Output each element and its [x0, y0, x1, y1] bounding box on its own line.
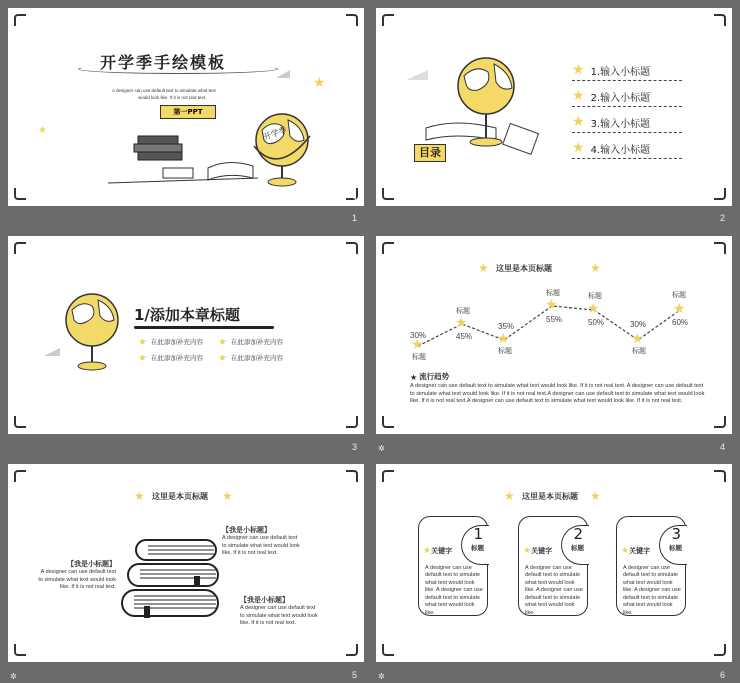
point-star-icon: ★: [411, 337, 424, 353]
corner-ornament: [346, 470, 358, 482]
globe-illustration: [248, 106, 318, 191]
block-text: A designer can use default text to simulate what text would look like. If it is not real text.: [222, 535, 300, 557]
point-value: 35%: [498, 322, 515, 331]
star-icon: ★: [572, 140, 585, 156]
text-block-2: [38, 560, 116, 592]
card-number: 3: [671, 525, 681, 543]
info-card-3: [616, 516, 686, 616]
star-icon: ★: [134, 489, 145, 503]
point-star-icon: ★: [455, 315, 468, 331]
star-icon: ★: [621, 546, 630, 557]
slide-number-1: 1: [352, 213, 358, 223]
corner-ornament: [714, 470, 726, 482]
subtitle-line-1: A designer can use default text to simulate what text: [112, 88, 216, 93]
star-icon: ★: [478, 261, 489, 275]
slide-number-6: 6: [720, 670, 726, 680]
body-text: A designer can use default text to simulate what text would look like. If it is not real text. A designer can use default text to simulate what text would look like. If it is not real text.A designer can use default text to simulate what text would look like. If it is not real text.A designer can use default text to simulate what text would look like. If it is not real text.: [410, 383, 705, 405]
transition-icon[interactable]: ✲: [378, 444, 385, 453]
corner-ornament: [382, 644, 394, 656]
page-title: 这里是本页标题: [522, 492, 578, 501]
info-card-2: [518, 516, 588, 616]
chapter-underline: [134, 326, 274, 329]
toc-underline: [572, 80, 682, 81]
toc-underline: [572, 106, 682, 107]
point-value: 45%: [456, 332, 473, 341]
bullet-text: 在此添加补充内容: [150, 338, 203, 346]
corner-ornament: [346, 644, 358, 656]
corner-ornament: [14, 644, 26, 656]
slide-number-5: 5: [352, 670, 358, 680]
corner-ornament: [346, 416, 358, 428]
star-icon: ★: [218, 353, 227, 364]
chapter-title: 1/添加本章标题: [134, 306, 240, 324]
block-heading: 【我是小标题】: [67, 561, 116, 568]
corner-ornament: [382, 470, 394, 482]
star-icon: ★: [423, 546, 432, 557]
star-icon: ★: [138, 353, 147, 364]
star-icon: ★: [313, 75, 326, 91]
paper-plane-icon: [276, 70, 290, 78]
toc-underline: [572, 132, 682, 133]
point-label: 标题: [456, 308, 470, 315]
text-block-1: [222, 526, 302, 558]
point-label: 标题: [412, 354, 426, 361]
toc-item-1[interactable]: [572, 62, 650, 78]
card-keyword: 关键字: [531, 548, 553, 555]
bullet-text: 在此添加补充内容: [230, 338, 283, 346]
slide-5[interactable]: [8, 464, 364, 662]
toc-item-label: 2.输入小标题: [590, 92, 651, 104]
page-title: 这里是本页标题: [496, 264, 552, 273]
point-label: 标题: [498, 348, 512, 355]
point-value: 50%: [588, 318, 605, 327]
page-title: 这里是本页标题: [152, 492, 208, 501]
card-keyword: 关键字: [629, 548, 651, 555]
corner-ornament: [14, 242, 26, 254]
section-heading: [410, 372, 449, 382]
block-text: A designer can use default text to simulate what text would look like. If it is not real text.: [240, 605, 318, 627]
block-heading: 【我是小标题】: [222, 527, 271, 534]
card-keyword-row: [621, 547, 650, 556]
point-value: 60%: [672, 318, 689, 327]
paper-plane-icon: [44, 348, 60, 356]
corner-ornament: [14, 188, 26, 200]
star-icon: ★: [410, 372, 418, 382]
card-keyword-row: [523, 547, 552, 556]
point-star-icon: ★: [587, 301, 600, 317]
star-icon: ★: [572, 114, 585, 130]
corner-ornament: [382, 14, 394, 26]
globe-label: 开学季: [262, 125, 288, 142]
slide-4[interactable]: [376, 236, 732, 434]
star-icon: ★: [218, 337, 227, 348]
star-icon: ★: [523, 546, 532, 557]
card-text: A designer can use default text to simulate what text would look like. A designer can use default text to simulate what text would look like.: [425, 565, 483, 615]
corner-ornament: [714, 14, 726, 26]
bullet-item-1: [138, 338, 203, 348]
toc-item-4[interactable]: [572, 140, 650, 156]
point-star-icon: ★: [545, 297, 558, 313]
bullet-text: 在此添加补充内容: [150, 354, 203, 362]
corner-ornament: [382, 188, 394, 200]
star-icon: ★: [572, 88, 585, 104]
globe-illustration: [58, 286, 128, 376]
slide-number-2: 2: [720, 213, 726, 223]
section-label: 流行趋势: [419, 372, 450, 381]
star-icon: ★: [572, 62, 585, 78]
slide-2[interactable]: [376, 8, 732, 206]
corner-ornament: [14, 470, 26, 482]
star-icon: ★: [590, 261, 601, 275]
slide-number: 1: [353, 196, 359, 206]
star-icon: ★: [138, 337, 147, 348]
slide-title: 开学季手绘模板: [100, 53, 227, 72]
toc-item-label: 3.输入小标题: [590, 118, 651, 130]
point-label: 标题: [588, 293, 602, 300]
slide-number-3: 3: [352, 442, 358, 452]
point-star-icon: ★: [497, 331, 510, 347]
block-heading: 【我是小标题】: [240, 597, 289, 604]
point-label: 标题: [632, 348, 646, 355]
star-icon: ★: [504, 489, 515, 503]
block-text: A designer can use default text to simulate what text would look like. If it is not real text.: [38, 569, 116, 591]
point-star-icon: ★: [673, 301, 686, 317]
card-tag: 标题: [669, 545, 682, 552]
bullet-item-4: [218, 354, 283, 364]
slide-6[interactable]: [376, 464, 732, 662]
star-icon: ★: [222, 489, 233, 503]
text-block-3: [240, 596, 320, 628]
toc-item-label: 4.输入小标题: [590, 144, 651, 156]
info-card-1: [418, 516, 488, 616]
card-number: 1: [473, 525, 483, 543]
corner-ornament: [346, 242, 358, 254]
slide-number-4: 4: [720, 442, 726, 452]
slide-1[interactable]: [8, 8, 364, 206]
card-tag: 标题: [571, 545, 584, 552]
corner-ornament: [14, 14, 26, 26]
books-desk-illustration: [108, 128, 258, 193]
bullet-item-2: [218, 338, 283, 348]
paper-plane-icon: [406, 70, 428, 80]
corner-ornament: [14, 416, 26, 428]
toc-underline: [572, 158, 682, 159]
toc-item-2[interactable]: [572, 88, 650, 104]
point-value: 30%: [410, 331, 427, 340]
transition-icon[interactable]: ✲: [378, 672, 385, 681]
card-text: A designer can use default text to simulate what text would look like. A designer can use default text to simulate what text would look like.: [525, 565, 583, 615]
transition-icon[interactable]: ✲: [10, 672, 17, 681]
star-icon: ★: [590, 489, 601, 503]
tag-badge: 第一PPT: [160, 105, 216, 119]
book-stack-illustration: [118, 536, 228, 636]
corner-ornament: [346, 14, 358, 26]
star-icon: ★: [38, 125, 47, 136]
toc-item-label: 1.输入小标题: [590, 66, 651, 78]
card-number: 2: [573, 525, 583, 543]
slide-3[interactable]: [8, 236, 364, 434]
bullet-text: 在此添加补充内容: [230, 354, 283, 362]
point-value: 55%: [546, 315, 563, 324]
point-label: 标题: [546, 290, 560, 297]
toc-label: 目录: [414, 144, 446, 162]
corner-ornament: [714, 644, 726, 656]
card-keyword: 关键字: [431, 548, 453, 555]
card-tag: 标题: [471, 545, 484, 552]
toc-item-3[interactable]: [572, 114, 650, 130]
point-label: 标题: [672, 292, 686, 299]
point-star-icon: ★: [631, 331, 644, 347]
card-keyword-row: [423, 547, 452, 556]
point-value: 30%: [630, 320, 647, 329]
corner-ornament: [714, 188, 726, 200]
card-text: A designer can use default text to simulate what text would look like. A designer can use default text to simulate what text would look like.: [623, 565, 681, 615]
bullet-item-3: [138, 354, 203, 364]
subtitle-line-2: would look like. If it is not real text.: [138, 95, 207, 100]
